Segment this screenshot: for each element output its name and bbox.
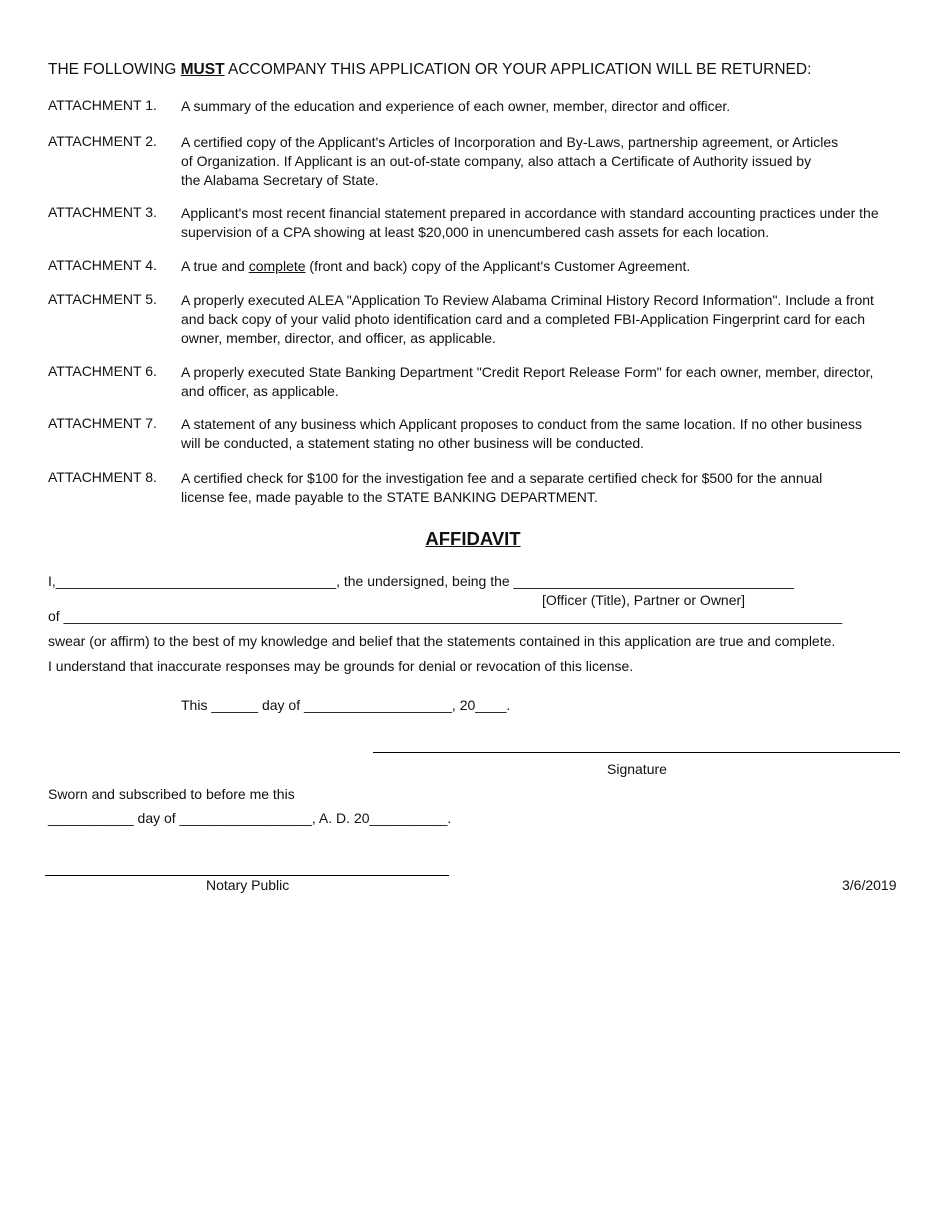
role-caption: [Officer (Title), Partner or Owner] bbox=[542, 592, 746, 608]
must-emphasis: MUST bbox=[180, 61, 225, 78]
attachment-3-label: ATTACHMENT 3. bbox=[48, 204, 157, 220]
affidavit-title: AFFIDAVIT bbox=[425, 528, 521, 549]
attachment-1-text: A summary of the education and experience of each owner, member, director and officer. bbox=[181, 98, 731, 114]
signature-rule bbox=[373, 752, 900, 753]
attachment-7-text: A statement of any business which Applicant proposes to conduct from the same location. If no other business will be conducted, a statement stating no other business will be conducted. bbox=[181, 416, 862, 451]
requirements-heading: THE FOLLOWING MUST ACCOMPANY THIS APPLICATION OR YOUR APPLICATION WILL BE RETURNED: bbox=[48, 61, 812, 78]
company-line: of ____________________________________________________________________________________________________ bbox=[48, 608, 843, 624]
attachment-8-text: A certified check for $100 for the investigation fee and a separate certified check for $500 for the annual license fee, made payable to the STATE BANKING DEPARTMENT. bbox=[181, 470, 823, 505]
swear-statement: swear (or affirm) to the best of my knowledge and belief that the statements contained in this application are true and complete. bbox=[48, 633, 836, 649]
attachment-3-text: Applicant's most recent financial statement prepared in accordance with standard accounting practices under the supervision of a CPA showing at least $20,000 in unencumbered cash assets for each location. bbox=[181, 205, 879, 240]
date-line: This ______ day of ___________________, 20____. bbox=[181, 697, 511, 713]
attachment-2-label: ATTACHMENT 2. bbox=[48, 133, 157, 149]
form-date: 3/6/2019 bbox=[842, 877, 897, 893]
complete-emphasis: complete bbox=[248, 258, 306, 274]
notary-label: Notary Public bbox=[206, 877, 290, 893]
attachment-1-label: ATTACHMENT 1. bbox=[48, 97, 157, 113]
notary-date-line: ___________ day of _________________, A. D. 20__________. bbox=[48, 810, 452, 826]
attachment-5-label: ATTACHMENT 5. bbox=[48, 291, 157, 307]
attachment-7-label: ATTACHMENT 7. bbox=[48, 415, 157, 431]
signature-label: Signature bbox=[607, 761, 667, 777]
attachment-8-label: ATTACHMENT 8. bbox=[48, 469, 157, 485]
attachment-2-text: A certified copy of the Applicant's Articles of Incorporation and By-Laws, partnership agreement, or Articles of Organization. If Applicant is an out-of-state company, also attach a Certificate of Authority issued by the Alabama Secretary of State. bbox=[181, 134, 839, 188]
attachment-6-label: ATTACHMENT 6. bbox=[48, 363, 157, 379]
affiant-name-line: I,____________________________________, the undersigned, being the ____________________________________ bbox=[48, 573, 794, 589]
understand-statement: I understand that inaccurate responses may be grounds for denial or revocation of this license. bbox=[48, 658, 634, 674]
attachment-6-text: A properly executed State Banking Department "Credit Report Release Form" for each owner, member, director, and officer, as applicable. bbox=[181, 364, 874, 399]
attachment-5-text: A properly executed ALEA "Application To Review Alabama Criminal History Record Information". Include a front and back copy of your valid photo identification card and a completed FBI-Application Fingerprint card for each owner, member, director, and officer, as applicable. bbox=[181, 292, 874, 346]
sworn-statement: Sworn and subscribed to before me this bbox=[48, 786, 295, 802]
notary-rule bbox=[45, 875, 449, 876]
attachment-4-label: ATTACHMENT 4. bbox=[48, 257, 157, 273]
attachment-4-text: A true and complete (front and back) copy of the Applicant's Customer Agreement. bbox=[181, 258, 691, 274]
